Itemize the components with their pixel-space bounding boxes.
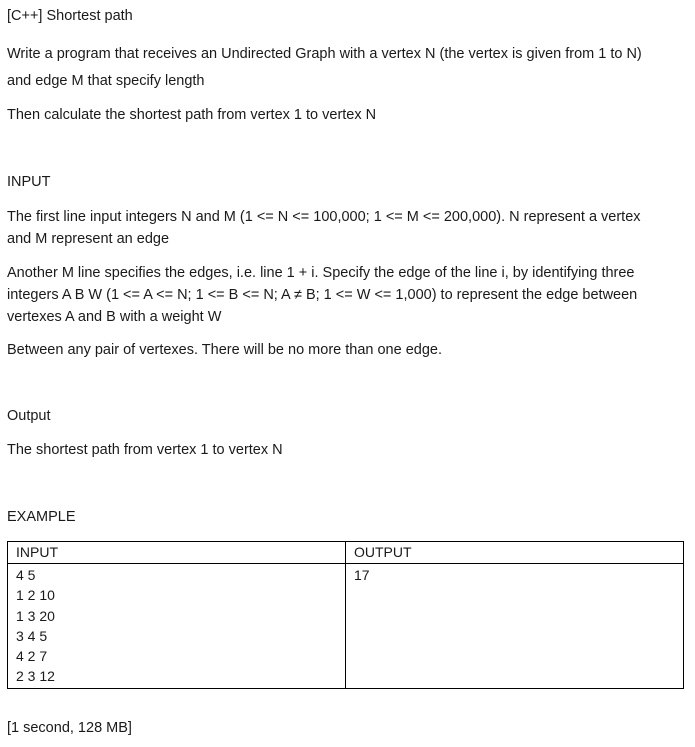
example-input-line: 1 3 20 (16, 607, 55, 624)
example-output-header: OUTPUT (346, 542, 684, 564)
description-paragraph (7, 43, 682, 92)
example-input-cell (8, 564, 346, 689)
input-edges-paragraph (7, 262, 682, 328)
input-first-line: The first line input integers N and M (1 <= N <= 100,000; 1 <= M <= 200,000). N represent a vertex (7, 209, 641, 225)
output-heading: Output (7, 408, 51, 424)
input-edges-line: Another M line specifies the edges, i.e. line 1 + i. Specify the edge of the line i, by identifying three (7, 265, 635, 281)
example-input-header: INPUT (8, 542, 346, 564)
example-output-cell (346, 564, 684, 689)
example-input-line: 3 4 5 (16, 627, 48, 644)
example-input-line: 1 2 10 (16, 587, 55, 604)
example-input-line: 4 5 (16, 567, 36, 583)
input-note: Between any pair of vertexes. There will be no more than one edge. (7, 342, 442, 358)
task-text: Then calculate the shortest path from vertex 1 to vertex N (7, 107, 377, 123)
description-line: Write a program that receives an Undirected Graph with a vertex N (the vertex is given from 1 to N) (7, 46, 642, 62)
example-heading: EXAMPLE (7, 509, 76, 525)
output-text: The shortest path from vertex 1 to vertex N (7, 442, 283, 458)
example-body-row (8, 564, 684, 689)
input-edges-line: integers A B W (1 <= A <= N; 1 <= B <= N; A ≠ B; 1 <= W <= 1,000) to represent the edge between (7, 287, 638, 303)
example-table (7, 541, 684, 689)
example-input-line: 2 3 12 (16, 668, 55, 685)
example-output-line: 17 (354, 567, 370, 583)
input-first-line-paragraph (7, 206, 682, 250)
input-edges-line: vertexes A and B with a weight W (7, 309, 222, 325)
input-heading: INPUT (7, 174, 51, 190)
input-first-line: and M represent an edge (7, 231, 170, 247)
limits-text: [1 second, 128 MB] (7, 720, 132, 736)
page-title: [C++] Shortest path (7, 8, 133, 24)
example-input-line: 4 2 7 (16, 648, 48, 665)
description-line: and edge M that specify length (7, 73, 205, 89)
example-header-row (8, 542, 684, 564)
